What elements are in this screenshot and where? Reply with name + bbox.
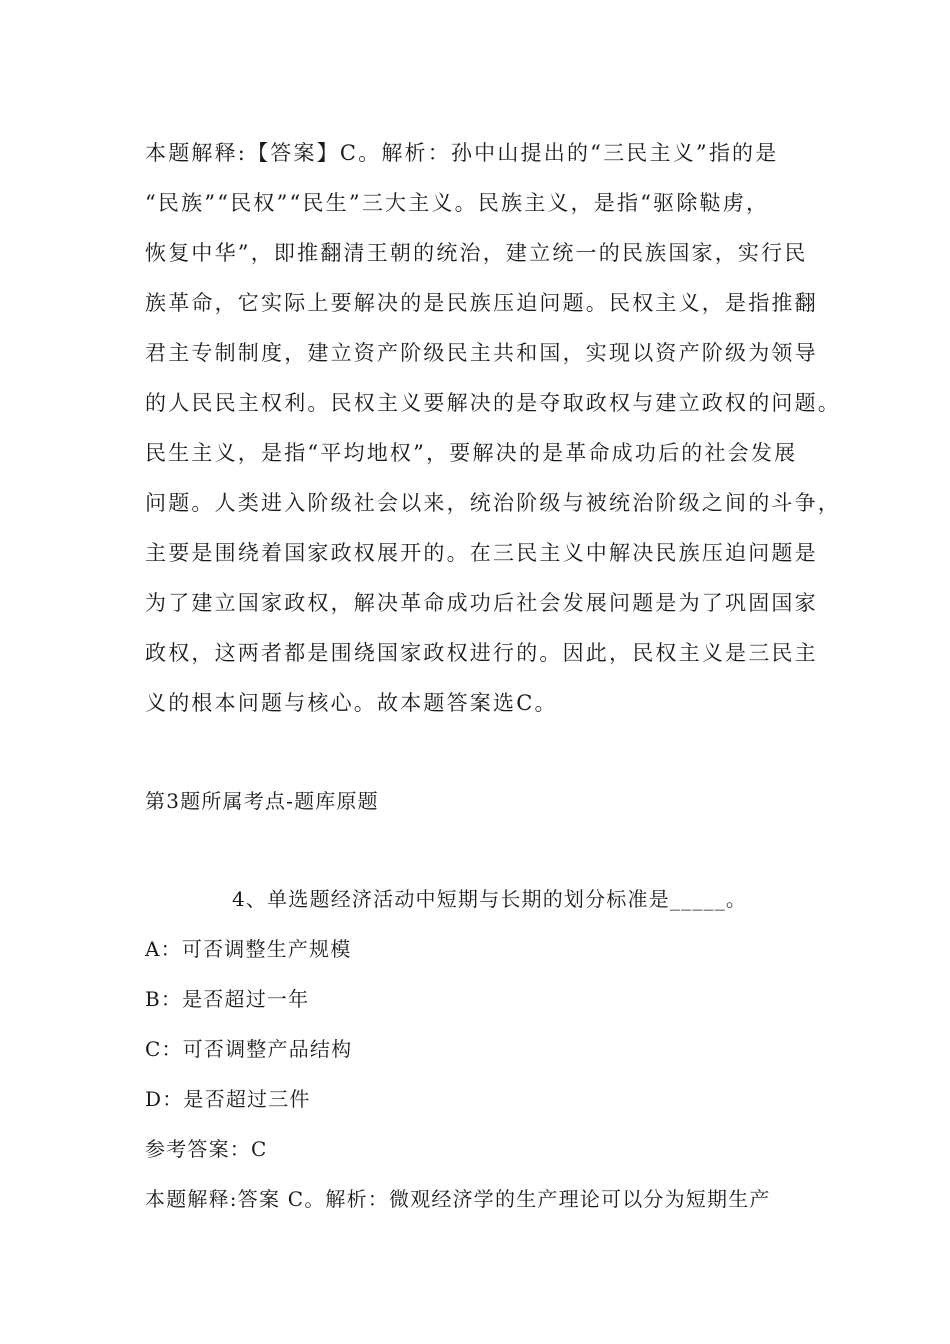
q3-topic: 第3题所属考点-题库原题 bbox=[145, 789, 379, 813]
reference-answer: 参考答案：C bbox=[145, 1137, 268, 1161]
explanation-line: 义的根本问题与核心。故本题答案选C。 bbox=[145, 691, 558, 715]
explanation-line: 问题。人类进入阶级社会以来，统治阶级与被统治阶级之间的斗争， bbox=[145, 491, 841, 515]
explanation-line: 政权，这两者都是围绕国家政权进行的。因此，民权主义是三民主 bbox=[145, 641, 818, 665]
explanation-line: 君主专制制度，建立资产阶级民主共和国，实现以资产阶级为领导 bbox=[145, 341, 818, 365]
q4-explanation-start: 本题解释:答案 C。解析：微观经济学的生产理论可以分为短期生产 bbox=[145, 1187, 771, 1211]
option-a: A：可否调整生产规模 bbox=[145, 937, 352, 961]
option-b: B：是否超过一年 bbox=[145, 987, 310, 1011]
explanation-line: 恢复中华”，即推翻清王朝的统治，建立统一的民族国家，实行民 bbox=[145, 241, 808, 265]
question-stem: 4、单选题经济活动中短期与长期的划分标准是_____。 bbox=[232, 887, 748, 911]
explanation-line: 民生主义，是指“平均地权”，要解决的是革命成功后的社会发展 bbox=[145, 441, 798, 465]
explanation-line: 主要是围绕着国家政权展开的。在三民主义中解决民族压迫问题是 bbox=[145, 541, 818, 565]
option-c: C：可否调整产品结构 bbox=[145, 1037, 353, 1061]
explanation-line: 本题解释:【答案】C。解析：孙中山提出的“三民主义”指的是 bbox=[145, 141, 779, 165]
explanation-line: 族革命，它实际上要解决的是民族压迫问题。民权主义，是指推翻 bbox=[145, 291, 818, 315]
option-d: D：是否超过三件 bbox=[145, 1087, 311, 1111]
explanation-line: 为了建立国家政权，解决革命成功后社会发展问题是为了巩固国家 bbox=[145, 591, 818, 615]
explanation-line: 的人民民主权利。民权主义要解决的是夺取政权与建立政权的问题。 bbox=[145, 391, 841, 415]
explanation-line: “民族”“民权”“民生”三大主义。民族主义，是指“驱除鞑虏， bbox=[145, 191, 770, 215]
